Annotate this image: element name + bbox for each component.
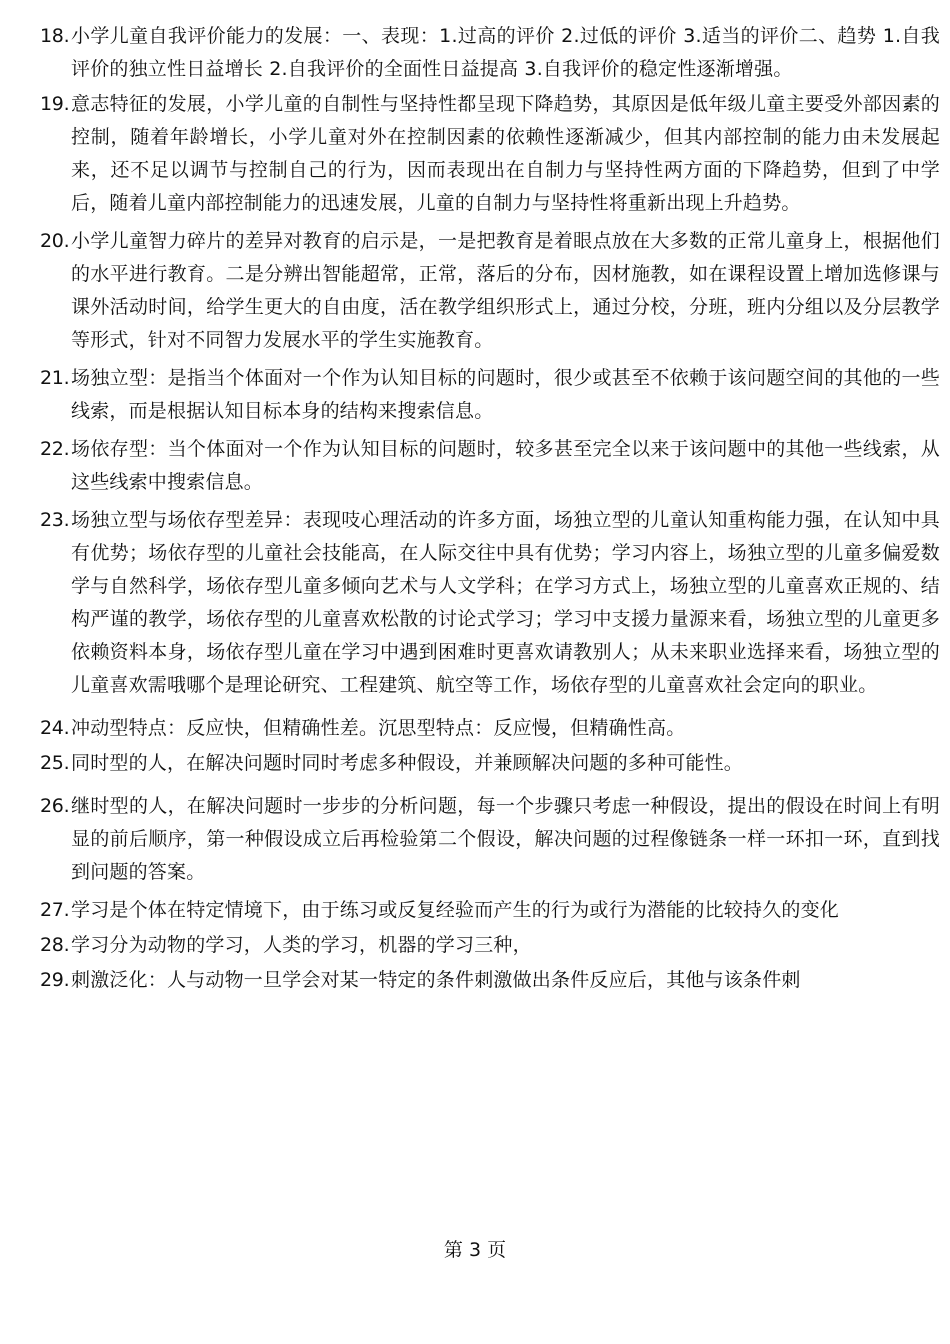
list-item-18	[40, 20, 940, 86]
item-text: 场依存型：当个体面对一个作为认知目标的问题时，较多甚至完全以来于该问题中的其他一些线索，从这些线索中搜索信息。	[71, 438, 940, 493]
list-item-27	[40, 894, 940, 927]
list-item-20	[40, 225, 940, 357]
item-text: 场独立型与场依存型差异：表现吱心理活动的许多方面，场独立型的儿童认知重构能力强，在认知中具有优势；场依存型的儿童社会技能高，在人际交往中具有优势；学习内容上，场独立型的儿童多偏爱数学与自然科学，场依存型儿童多倾向艺术与人文学科；在学习方式上，场独立型的儿童喜欢正规的、结构严谨的教学，场依存型的儿童喜欢松散的讨论式学习；学习中支援力量源来看，场独立型的儿童更多依赖资料本身，场依存型儿童在学习中遇到困难时更喜欢请教别人；从未来职业选择来看，场独立型的儿童喜欢需哦哪个是理论研究、工程建筑、航空等工作，场依存型的儿童喜欢社会定向的职业。	[71, 509, 940, 696]
list-item-19	[40, 88, 940, 220]
item-number: 25.	[40, 752, 70, 774]
item-number: 21.	[40, 367, 70, 389]
list-item-29	[40, 964, 940, 997]
list-item-22	[40, 433, 940, 499]
list-item-21	[40, 362, 940, 428]
item-text: 学习是个体在特定情境下，由于练习或反复经验而产生的行为或行为潜能的比较持久的变化	[71, 899, 840, 921]
numbered-list	[40, 20, 940, 997]
item-text: 继时型的人，在解决问题时一步步的分析问题，每一个步骤只考虑一种假设，提出的假设在时间上有明显的前后顺序，第一种假设成立后再检验第二个假设，解决问题的过程像链条一样一环扣一环，直到找到问题的答案。	[71, 795, 940, 883]
list-item-25	[40, 747, 940, 780]
item-text: 同时型的人，在解决问题时同时考虑多种假设，并兼顾解决问题的多种可能性。	[71, 752, 744, 774]
item-number: 29.	[40, 969, 70, 991]
item-text: 学习分为动物的学习，人类的学习，机器的学习三种，	[71, 934, 532, 956]
item-number: 19.	[40, 93, 70, 115]
item-number: 28.	[40, 934, 70, 956]
list-item-24	[40, 712, 940, 745]
item-text: 小学儿童智力碎片的差异对教育的启示是，一是把教育是着眼点放在大多数的正常儿童身上，根据他们的水平进行教育。二是分辨出智能超常，正常，落后的分布，因材施教，如在课程设置上增加选修课与课外活动时间，给学生更大的自由度，活在教学组织形式上，通过分校，分班，班内分组以及分层教学等形式，针对不同智力发展水平的学生实施教育。	[71, 230, 940, 351]
item-number: 24.	[40, 717, 70, 739]
list-item-23	[40, 504, 940, 702]
page-number: 第 3 页	[443, 1239, 507, 1261]
item-text: 场独立型：是指当个体面对一个作为认知目标的问题时，很少或甚至不依赖于该问题空间的其他的一些线索，而是根据认知目标本身的结构来搜索信息。	[71, 367, 940, 422]
item-number: 18.	[40, 25, 70, 47]
item-number: 22.	[40, 438, 70, 460]
item-text: 意志特征的发展，小学儿童的自制性与坚持性都呈现下降趋势，其原因是低年级儿童主要受外部因素的控制，随着年龄增长，小学儿童对外在控制因素的依赖性逐渐减少，但其内部控制的能力由未发展起来，还不足以调节与控制自己的行为，因而表现出在自制力与坚持性两方面的下降趋势，但到了中学后，随着儿童内部控制能力的迅速发展，儿童的自制力与坚持性将重新出现上升趋势。	[71, 93, 940, 214]
list-item-26	[40, 790, 940, 889]
item-number: 27.	[40, 899, 70, 921]
item-text: 冲动型特点：反应快，但精确性差。沉思型特点：反应慢，但精确性高。	[71, 717, 686, 739]
item-number: 20.	[40, 230, 70, 252]
list-item-28	[40, 929, 940, 962]
item-number: 23.	[40, 509, 70, 531]
item-number: 26.	[40, 795, 70, 817]
item-text: 刺激泛化：人与动物一旦学会对某一特定的条件刺激做出条件反应后，其他与该条件刺	[71, 969, 801, 991]
item-text: 小学儿童自我评价能力的发展：一、表现：1.过高的评价 2.过低的评价 3.适当的评价二、趋势 1.自我评价的独立性日益增长 2.自我评价的全面性日益提高 3.自我评价的稳定性逐渐增强。	[71, 25, 940, 80]
